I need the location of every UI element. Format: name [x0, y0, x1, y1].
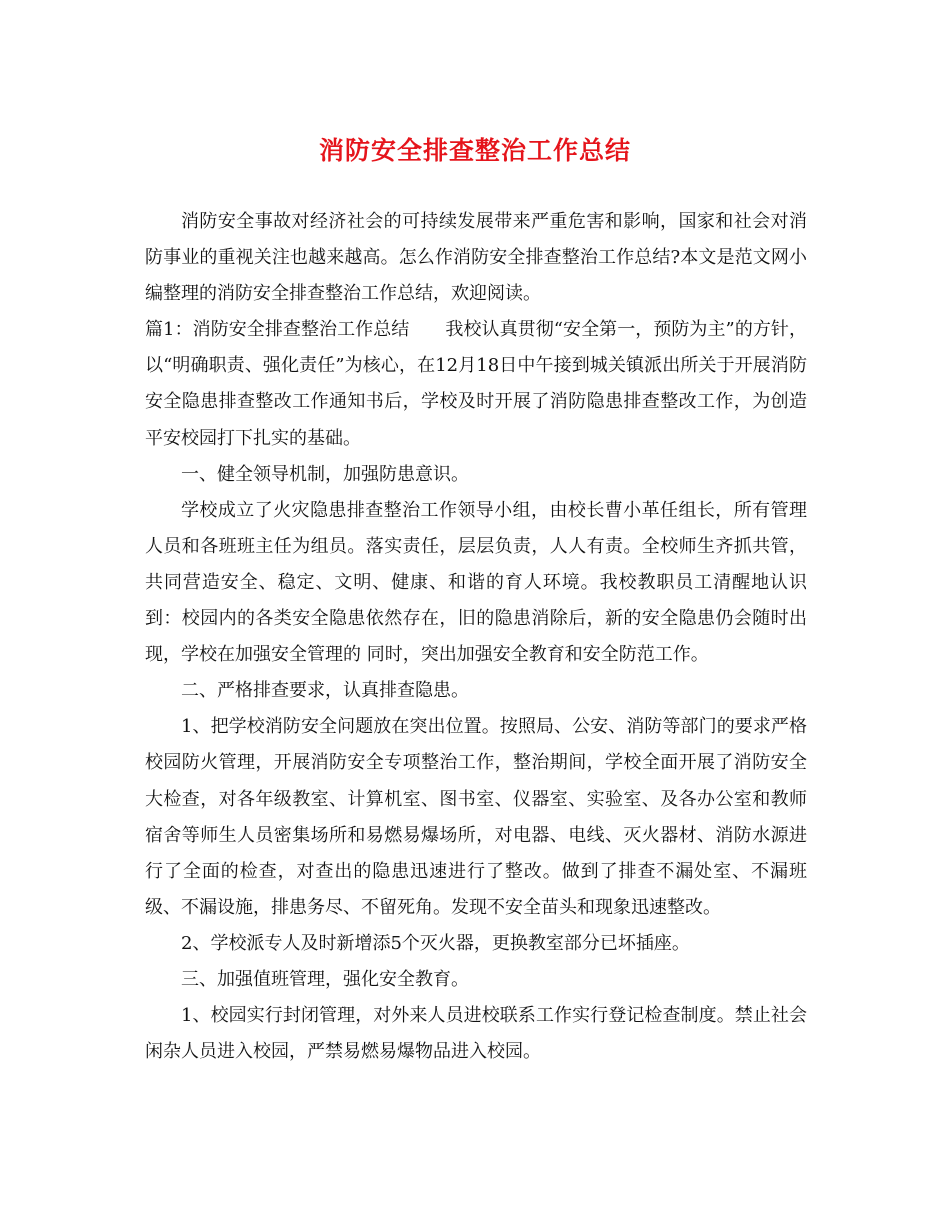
document-title: 消防安全排查整治工作总结	[318, 136, 631, 165]
section3-item-1: 1、校园实行封闭管理，对外来人员进校联系工作实行登记检查制度。禁止社会闲杂人员进入校园，严禁易燃易爆物品进入校园。	[145, 1005, 807, 1063]
section2-item-1: 1、把学校消防安全问题放在突出位置。按照局、公安、消防等部门的要求严格校园防火管理，开展消防安全专项整治工作，整治期间，学校全面开展了消防安全大检查，对各年级教室、计算机室、图书室、仪器室、实验室、及各办公室和教师宿舍等师生人员密集场所和易燃易爆场所，对电器、电线、灭火器材、消防水源进行了全面的检查，对查出的隐患迅速进行了整改。做到了排查不漏处室、不漏班级、不漏设施，排患务尽、不留死角。发现不安全苗头和现象迅速整改。	[145, 716, 807, 918]
section3-heading: 三、加强值班管理，强化安全教育。	[181, 968, 469, 990]
section1-heading: 一、健全领导机制，加强防患意识。	[181, 463, 469, 485]
article-label: 篇1：消防安全排查整治工作总结	[145, 319, 410, 341]
document-body	[145, 204, 807, 1070]
article-paragraph	[145, 312, 807, 456]
section2-item-2: 2、学校派专人及时新增添5个灭火器，更换教室部分已坏插座。	[181, 932, 690, 954]
intro-paragraph: 消防安全事故对经济社会的可持续发展带来严重危害和影响，国家和社会对消防事业的重视关注也越来越高。怎么作消防安全排查整治工作总结?本文是范文网小编整理的消防安全排查整治工作总结，欢迎阅读。	[145, 211, 807, 305]
section2-heading: 二、严格排查要求，认真排查隐患。	[181, 680, 469, 702]
article-lead: 我校认真贯彻“安全第一，预防为主”的方针，以“明确职责、强化责任”为核心，在12月18日中午接到城关镇派出所关于开展消防安全隐患排查整改工作通知书后，学校及时开展了消防隐患排查整改工作，为创造平安校园打下扎实的基础。	[145, 319, 807, 449]
section1-body: 学校成立了火灾隐患排查整治工作领导小组，由校长曹小革任组长，所有管理人员和各班班主任为组员。落实责任，层层负责，人人有责。全校师生齐抓共管，共同营造安全、稳定、文明、健康、和谐的育人环境。我校教职员工清醒地认识到：校园内的各类安全隐患依然存在，旧的隐患消除后，新的安全隐患仍会随时出现，学校在加强安全管理的 同时，突出加强安全教育和安全防范工作。	[145, 499, 807, 666]
